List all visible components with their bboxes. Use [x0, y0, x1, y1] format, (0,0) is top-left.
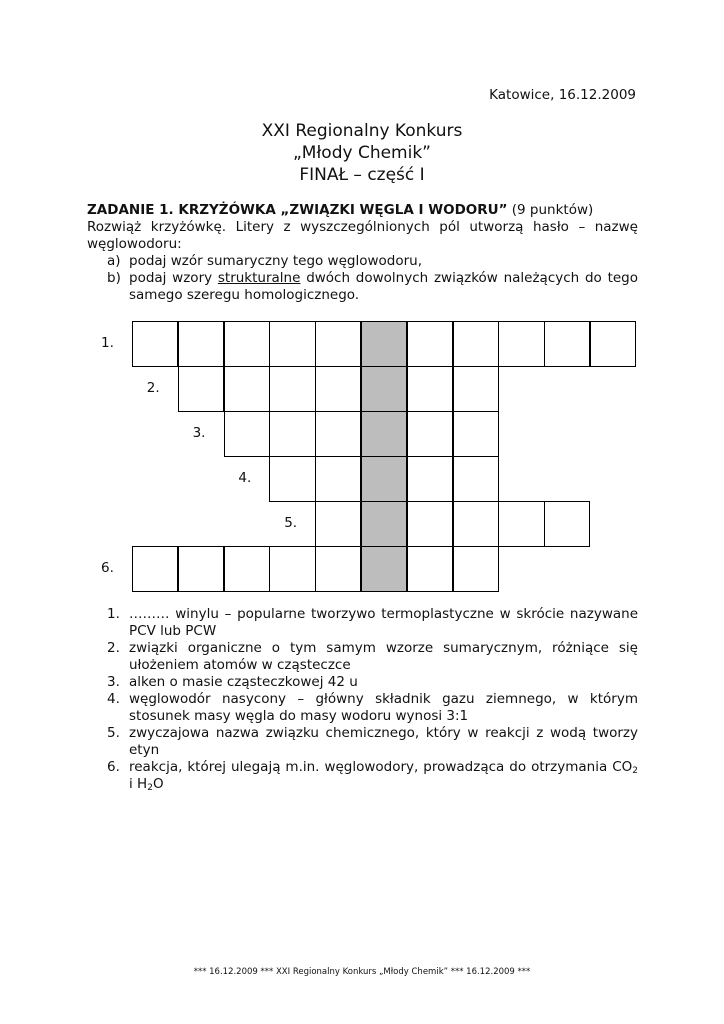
crossword-row-number: 5.: [284, 515, 298, 531]
crossword-row-number: 6.: [101, 560, 114, 576]
clue-number: 4.: [107, 691, 120, 707]
clue-number: 1.: [107, 606, 120, 622]
crossword-cell[interactable]: [498, 321, 544, 367]
crossword-cell[interactable]: [315, 546, 361, 592]
clue-item: [107, 674, 638, 691]
crossword-cell[interactable]: [178, 321, 224, 367]
crossword-cell[interactable]: [269, 321, 315, 367]
crossword-cell[interactable]: [407, 366, 453, 412]
clue-item: [107, 691, 638, 725]
task-heading: [87, 202, 638, 219]
task-subpoint-a: [87, 253, 638, 270]
clue-item: [107, 606, 638, 640]
clue-number: 5.: [107, 725, 120, 741]
clue-text: alken o masie cząsteczkowej 42 u: [129, 674, 358, 690]
task-intro: Rozwiąż krzyżówkę. Litery z wyszczególnionych pól utworzą hasło – nazwę węglowodoru:: [87, 219, 638, 252]
crossword-row-number: 4.: [238, 470, 252, 486]
clue-text-post: O: [152, 776, 164, 792]
subpoint-text: podaj wzór sumaryczny tego węglowodoru,: [129, 253, 423, 269]
subscript: 2: [147, 783, 153, 793]
crossword-cell[interactable]: [315, 501, 361, 547]
clue-number: 2.: [107, 640, 120, 656]
clue-item: [107, 759, 638, 793]
document-date: Katowice, 16.12.2009: [489, 87, 636, 103]
page-footer: *** 16.12.2009 *** XXI Regionalny Konkurs „Młody Chemik” *** 16.12.2009 ***: [193, 967, 531, 977]
document-title: [0, 120, 724, 186]
crossword-cell[interactable]: [132, 546, 178, 592]
crossword-cell[interactable]: [407, 501, 453, 547]
crossword-cell[interactable]: [407, 321, 453, 367]
crossword-cell[interactable]: [269, 546, 315, 592]
crossword-cell[interactable]: [178, 366, 224, 412]
crossword-cell[interactable]: [224, 411, 270, 457]
crossword-solution-cell[interactable]: [361, 546, 407, 592]
crossword-cell[interactable]: [224, 546, 270, 592]
crossword-cell[interactable]: [544, 501, 590, 547]
crossword-cell[interactable]: [453, 411, 499, 457]
crossword-cell[interactable]: [590, 321, 636, 367]
crossword-cell[interactable]: [453, 456, 499, 502]
crossword-cell[interactable]: [269, 411, 315, 457]
clue-number: 3.: [107, 674, 120, 690]
crossword-cell[interactable]: [315, 366, 361, 412]
crossword-cell[interactable]: [132, 321, 178, 367]
clue-list: [107, 606, 638, 793]
task-description: [87, 202, 638, 304]
crossword-solution-cell[interactable]: [361, 366, 407, 412]
clue-text: ……… winylu – popularne tworzywo termoplastyczne w skrócie nazywane PCV lub PCW: [129, 606, 638, 639]
clue-item: [107, 640, 638, 674]
crossword-cell[interactable]: [453, 501, 499, 547]
clue-text: związki organiczne o tym samym wzorze sumarycznym, różniące się ułożeniem atomów w cząsteczce: [129, 640, 638, 673]
crossword-cell[interactable]: [224, 321, 270, 367]
clue-number: 6.: [107, 759, 120, 775]
crossword-cell[interactable]: [453, 321, 499, 367]
crossword-row-number: 3.: [192, 425, 206, 441]
crossword-cell[interactable]: [407, 546, 453, 592]
title-line-3: FINAŁ – część I: [299, 165, 425, 185]
crossword-cell[interactable]: [407, 456, 453, 502]
crossword-row-number: 2.: [146, 380, 160, 396]
clue-item: [107, 725, 638, 759]
crossword-cell[interactable]: [544, 321, 590, 367]
crossword-cell[interactable]: [453, 546, 499, 592]
clue-text: zwyczajowa nazwa związku chemicznego, który w reakcji z wodą tworzy etyn: [129, 725, 638, 758]
clue-text-pre: reakcja, której ulegają m.in. węglowodory, prowadząca do otrzymania CO: [129, 759, 633, 775]
crossword-cell[interactable]: [178, 546, 224, 592]
crossword-cell[interactable]: [315, 411, 361, 457]
crossword-cell[interactable]: [315, 321, 361, 367]
crossword-cell[interactable]: [453, 366, 499, 412]
crossword-row-number: 1.: [101, 335, 114, 351]
subpoint-underlined-word: strukturalne: [217, 270, 301, 286]
clue-text-mid: i H: [129, 776, 148, 792]
subpoint-marker: b): [107, 270, 121, 286]
title-line-1: XXI Regionalny Konkurs: [261, 121, 463, 141]
crossword-cell[interactable]: [407, 411, 453, 457]
clue-text: węglowodór nasycony – główny składnik gazu ziemnego, w którym stosunek masy węgla do masy wodoru wynosi 3:1: [129, 691, 638, 724]
subpoint-marker: a): [107, 253, 121, 269]
crossword-solution-cell[interactable]: [361, 456, 407, 502]
subpoint-text-pre: podaj wzory: [129, 270, 213, 286]
subpoint-text-post: dwóch dowolnych związków należących do tego samego szeregu homologicznego.: [129, 270, 638, 303]
crossword-cell[interactable]: [269, 456, 315, 502]
crossword-solution-cell[interactable]: [361, 321, 407, 367]
title-line-2: „Młody Chemik”: [292, 143, 431, 163]
crossword-cell[interactable]: [498, 501, 544, 547]
crossword-cell[interactable]: [269, 366, 315, 412]
task-subpoints: [87, 253, 638, 304]
crossword-solution-cell[interactable]: [361, 411, 407, 457]
task-heading-title: ZADANIE 1. KRZYŻÓWKA „ZWIĄZKI WĘGLA I WODORU”: [87, 202, 508, 218]
task-points: (9 punktów): [511, 202, 594, 218]
crossword-cell[interactable]: [315, 456, 361, 502]
crossword-cell[interactable]: [224, 366, 270, 412]
crossword-solution-cell[interactable]: [361, 501, 407, 547]
subscript: 2: [632, 766, 638, 776]
task-subpoint-b: [87, 270, 638, 304]
